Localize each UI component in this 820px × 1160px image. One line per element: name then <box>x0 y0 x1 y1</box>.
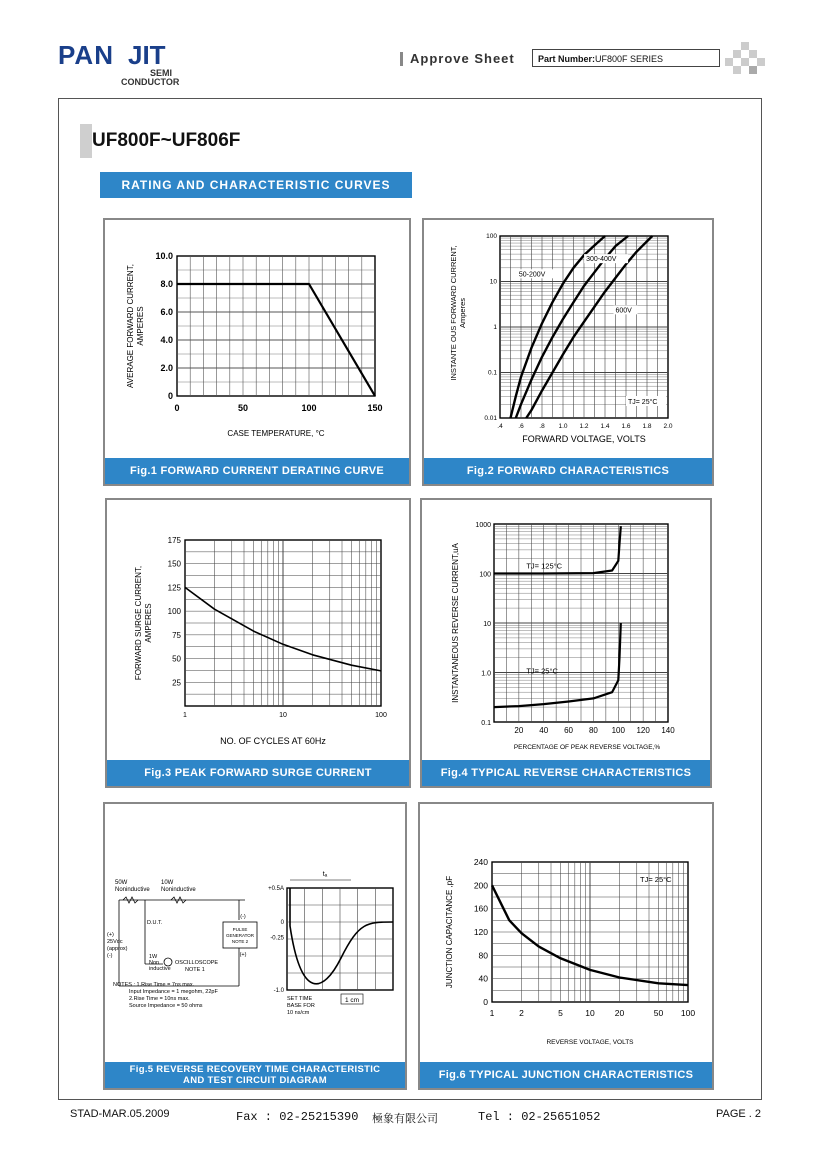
fig2-y-tick: 10 <box>489 278 497 286</box>
fig5-pulse-3: GENERATOR <box>225 933 255 938</box>
fig5-pulse-4: NOTE 2 <box>231 939 249 944</box>
fig2-x-tick: .4 <box>497 423 503 430</box>
part-number-label: Part Number: <box>538 54 596 64</box>
fig5-supply-1: (+) <box>107 932 114 938</box>
fig1-chart <box>105 220 409 460</box>
fig6-caption: Fig.6 TYPICAL JUNCTION CHARACTERISTICS <box>420 1062 712 1088</box>
fig2-annotation: TJ= 25°C <box>628 399 658 406</box>
fig2-x-tick: 1.4 <box>600 423 610 430</box>
fig5-supply-4: (-) <box>107 953 113 959</box>
fig3-y-tick: 175 <box>167 536 181 545</box>
fig2-caption: Fig.2 FORWARD CHARACTERISTICS <box>424 458 712 484</box>
figure-1-panel <box>103 218 411 486</box>
fig5-supply-3: (approx) <box>107 946 128 952</box>
footer-tel: Tel : 02-25651052 <box>478 1110 601 1124</box>
fig4-y-tick: 1000 <box>475 522 491 529</box>
logo-sub-2: CONDUCTOR <box>121 77 180 87</box>
fig3-x-tick: 100 <box>375 712 387 719</box>
oscilloscope-icon <box>164 958 172 966</box>
fig3-caption: Fig.3 PEAK FORWARD SURGE CURRENT <box>107 760 409 786</box>
fig1-y-label-2: AMPERES <box>136 306 145 346</box>
fig5-y-tick: 0 <box>280 920 284 926</box>
fig5-note-4: Source Impedance = 50 ohms <box>129 1003 203 1009</box>
fig6-x-tick: 50 <box>653 1008 664 1018</box>
logo-main: PAN <box>58 40 114 70</box>
fig5-r3-3: inductive <box>149 966 171 972</box>
fig5-caption <box>105 1062 405 1088</box>
fig5-r1-label: 50W <box>115 880 128 886</box>
fig2-series-label-1: 300-400V <box>586 256 617 264</box>
fig5-scale-label: 1 cm <box>344 997 360 1004</box>
section-heading: RATING AND CHARACTERISTIC CURVES <box>100 172 412 198</box>
fig3-x-tick: 10 <box>279 712 287 719</box>
fig6-y-tick: 200 <box>473 880 488 891</box>
decorative-squares <box>725 42 765 78</box>
fig6-chart <box>420 804 712 1066</box>
fig2-x-tick: 1.6 <box>621 423 631 430</box>
fig5-r2-sub: Noninductive <box>161 887 196 893</box>
approve-marker <box>400 52 403 66</box>
fig5-caption-line1: Fig.5 REVERSE RECOVERY TIME CHARACTERISTIC <box>129 1064 381 1075</box>
fig3-x-tick: 1 <box>183 712 187 719</box>
fig2-chart <box>424 220 712 460</box>
fig5-pulse-5: (+) <box>239 952 247 958</box>
fig1-x-label: CASE TEMPERATURE, °C <box>227 429 325 438</box>
fig2-series-label-0: 50-200V <box>518 271 546 279</box>
fig3-x-label: NO. OF CYCLES AT 60Hz <box>220 736 326 746</box>
fig2-x-tick: 1.0 <box>558 423 568 430</box>
fig4-y-label: INSTANTANEOUS REVERSE CURRENT,uA <box>451 543 460 703</box>
fig5-timebase-2: BASE FOR <box>287 1003 315 1009</box>
logo-sub-1: SEMI <box>150 68 173 78</box>
fig1-y-tick: 10.0 <box>155 251 173 261</box>
fig2-y-tick: 0.1 <box>487 369 497 377</box>
logo-accent: JIT <box>128 40 166 70</box>
fig5-timebase-3: 10 ns/cm <box>287 1010 310 1016</box>
fig5-dut: D.U.T. <box>147 920 163 926</box>
fig1-caption: Fig.1 FORWARD CURRENT DERATING CURVE <box>105 458 409 484</box>
figure-3-panel <box>105 498 411 788</box>
company-logo <box>58 40 178 88</box>
fig6-x-tick: 2 <box>519 1008 524 1018</box>
fig4-y-tick: 10 <box>483 621 491 628</box>
fig4-x-tick: 60 <box>564 726 574 735</box>
fig2-y-tick: 0.01 <box>484 415 497 422</box>
fig5-timebase-1: SET TIME <box>287 996 313 1002</box>
fig1-y-tick: 4.0 <box>160 335 173 345</box>
fig3-y-tick: 125 <box>167 583 181 593</box>
fig4-x-tick: 120 <box>636 726 650 735</box>
fig4-x-tick: 20 <box>514 726 524 735</box>
fig5-supply-2: 25Vdc <box>107 939 123 945</box>
fig3-y-label-2: AMPERES <box>144 603 153 643</box>
fig6-x-label: REVERSE VOLTAGE, VOLTS <box>546 1039 634 1046</box>
fig4-y-tick: 0.1 <box>481 720 491 727</box>
fig5-note-2: Input Impedance = 1 megohm, 22pF <box>129 989 218 995</box>
fig1-y-tick: 0 <box>167 391 173 401</box>
fig6-y-tick: 80 <box>478 950 488 961</box>
fig2-y-label-1: INSTANTE OUS FORWARD CURRENT, <box>449 245 458 381</box>
fig6-y-tick: 0 <box>483 997 488 1007</box>
fig4-x-tick: 140 <box>661 726 675 735</box>
fig6-x-tick: 20 <box>614 1008 625 1018</box>
fig3-y-tick: 25 <box>172 678 181 688</box>
figure-5-panel <box>103 802 407 1090</box>
fig5-chart <box>105 804 405 1066</box>
fig5-pulse-2: PULSE <box>232 927 248 932</box>
fig6-y-tick: 40 <box>478 973 488 984</box>
fig5-scope-2: NOTE 1 <box>185 967 205 973</box>
fig2-y-label-2: Amperes <box>458 297 467 329</box>
fig5-pulse-1: (-) <box>240 914 246 920</box>
fig3-y-label-1: FORWARD SURGE CURRENT, <box>134 565 143 681</box>
fig4-x-tick: 100 <box>611 726 625 735</box>
fig1-y-tick: 8.0 <box>160 279 173 289</box>
fig3-y-label-group <box>134 566 153 680</box>
fig1-x-tick: 0 <box>174 403 180 413</box>
fig5-trr-label: tₐ <box>322 871 328 878</box>
fig6-x-tick: 5 <box>558 1008 563 1018</box>
part-number-value: UF800F SERIES <box>595 54 664 64</box>
fig5-note-3: 2.Rise Time = 10ns max. <box>129 996 190 1002</box>
fig6-y-tick: 160 <box>473 903 488 914</box>
fig5-r2-label: 10W <box>161 880 174 886</box>
fig4-x-tick: 80 <box>588 726 598 735</box>
fig2-x-tick: .8 <box>539 423 545 430</box>
footer-page: PAGE . 2 <box>716 1108 762 1120</box>
fig4-series-label-1: TJ= 25°C <box>526 666 558 676</box>
fig5-note-1: NOTES : 1.Rise Time = 7ns max. <box>113 982 195 988</box>
figure-6-panel <box>418 802 714 1090</box>
fig4-caption: Fig.4 TYPICAL REVERSE CHARACTERISTICS <box>422 760 710 786</box>
fig1-y-label-group <box>126 264 145 388</box>
fig2-x-tick: 2.0 <box>663 423 673 430</box>
fig5-r3-2: Non <box>149 960 160 966</box>
fig3-y-tick: 100 <box>167 607 181 617</box>
fig1-y-tick: 2.0 <box>160 363 173 373</box>
fig5-caption-line2: AND TEST CIRCUIT DIAGRAM <box>183 1075 327 1086</box>
fig1-x-tick: 100 <box>301 403 317 413</box>
fig6-x-tick: 10 <box>585 1008 595 1018</box>
fig5-y-tick: -0.25 <box>270 935 284 942</box>
fig5-y-tick: +0.5A <box>268 886 284 892</box>
fig6-y-tick: 240 <box>473 857 488 867</box>
fig4-chart <box>422 500 710 762</box>
figure-4-panel <box>420 498 712 788</box>
fig1-y-label-1: AVERAGE FORWARD CURRENT, <box>126 264 135 388</box>
fig2-y-tick: 1 <box>493 324 497 331</box>
fig1-x-tick: 150 <box>367 403 383 413</box>
footer-date: STAD-MAR.05.2009 <box>70 1108 170 1120</box>
fig4-series-label-0: TJ= 125°C <box>526 561 563 571</box>
fig6-x-tick: 1 <box>489 1008 495 1018</box>
fig6-x-tick: 100 <box>680 1008 696 1018</box>
fig2-y-tick: 100 <box>486 233 497 240</box>
fig3-chart <box>107 500 409 762</box>
fig5-r3-1: 1W <box>149 954 158 960</box>
fig5-r1-sub: Noninductive <box>115 887 150 893</box>
approve-sheet-label: Approve Sheet <box>410 51 515 66</box>
fig3-y-tick: 50 <box>172 654 181 664</box>
fig2-series-label-2: 600V <box>615 307 632 315</box>
figure-2-panel <box>422 218 714 486</box>
fig2-x-tick: .6 <box>518 423 524 430</box>
fig2-y-label-group <box>449 245 467 380</box>
fig3-y-tick: 150 <box>167 559 181 569</box>
footer-company: 極象有限公司 <box>372 1112 438 1125</box>
fig6-y-tick: 120 <box>473 927 488 937</box>
fig3-y-tick: 75 <box>172 630 181 640</box>
fig5-scope-1: OSCILLOSCOPE <box>175 960 219 966</box>
document-title: UF800F~UF806F <box>80 124 252 158</box>
fig4-x-label: PERCENTAGE OF PEAK REVERSE VOLTAGE,% <box>513 744 661 751</box>
part-number-box <box>532 49 720 67</box>
fig1-x-tick: 50 <box>237 403 249 413</box>
fig2-x-tick: 1.2 <box>579 423 589 430</box>
fig5-y-tick: -1.0 <box>273 988 284 994</box>
fig1-y-tick: 6.0 <box>160 307 173 317</box>
footer-fax: Fax : 02-25215390 <box>236 1110 359 1124</box>
fig2-x-tick: 1.8 <box>642 423 652 430</box>
fig6-annotation: TJ= 25°C <box>640 875 672 884</box>
fig4-x-tick: 40 <box>539 726 549 735</box>
fig6-y-label: JUNCTION CAPACITANCE ,pF <box>445 875 454 989</box>
fig4-y-tick: 100 <box>479 571 491 579</box>
fig4-y-tick: 1.0 <box>481 670 491 678</box>
fig2-x-label: FORWARD VOLTAGE, VOLTS <box>522 434 646 444</box>
